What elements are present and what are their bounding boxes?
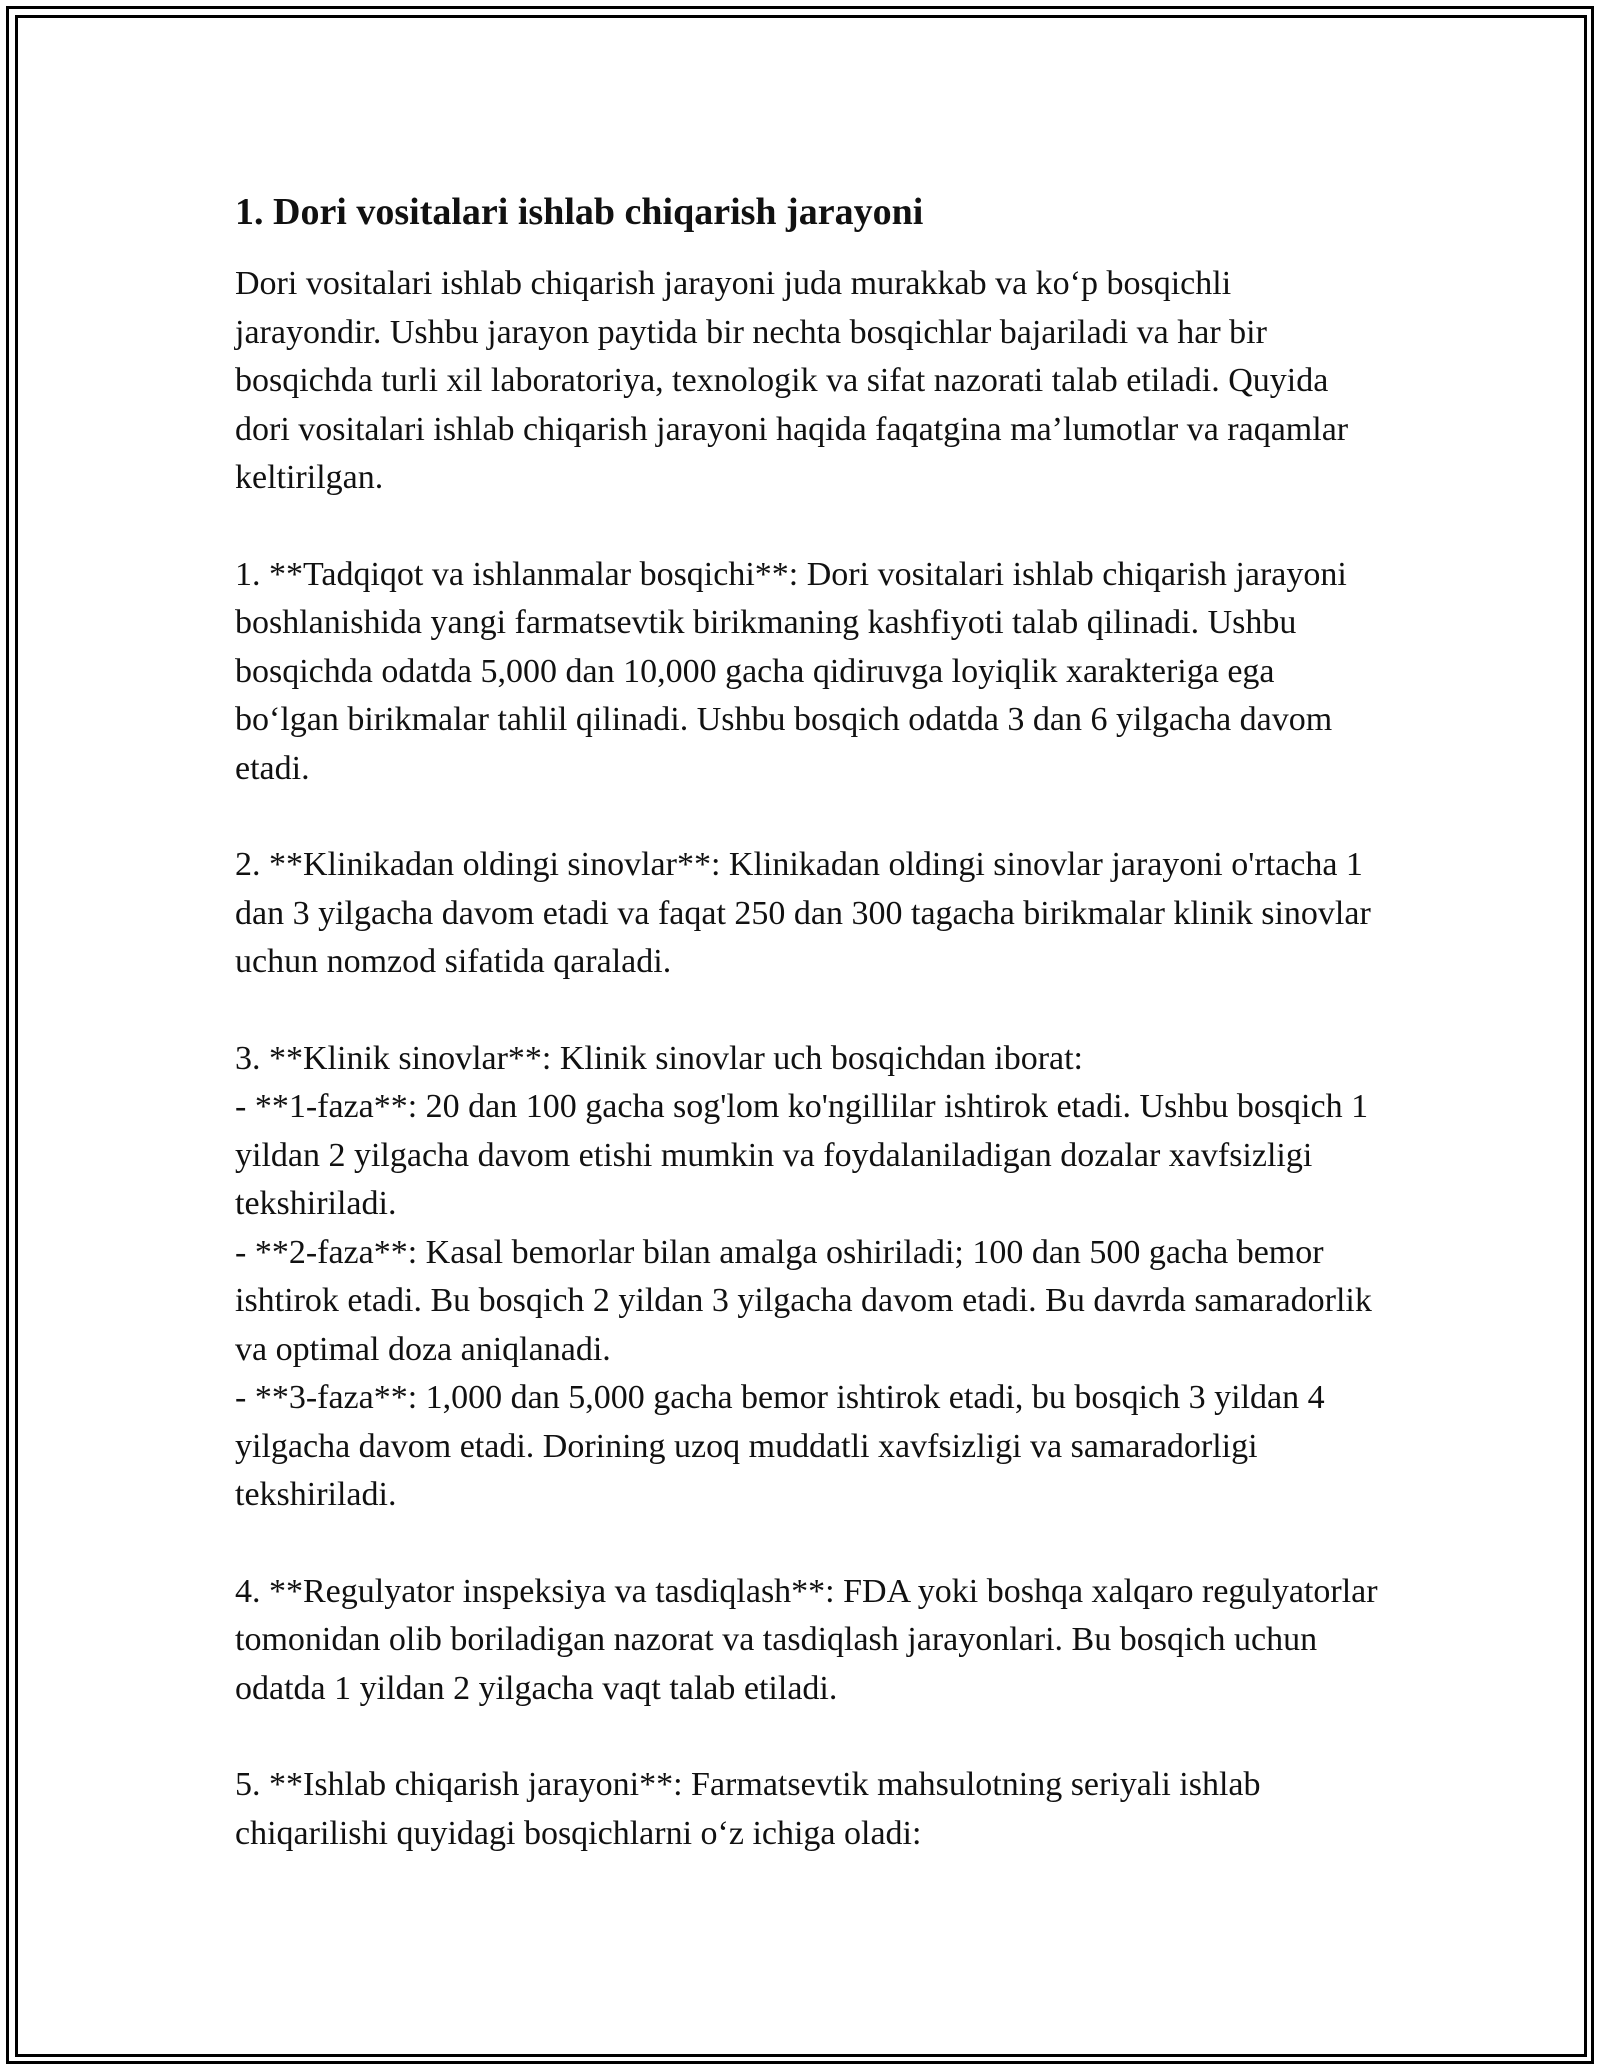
paragraph-manufacturing: 5. **Ishlab chiqarish jarayoni**: Farmatsevtik mahsulotning seriyali ishlab chiqarilishi quyidagi bosqichlarni o‘z ichiga oladi: — [235, 1766, 1261, 1852]
paragraph-preclinical-trials: 2. **Klinikadan oldingi sinovlar**: Klinikadan oldingi sinovlar jarayoni o'rtacha 1 dan 3 yilgacha davom etadi va faqat 250 dan 300 tagacha birikmalar klinik sinovlar uchun nomzod sifatida qaraladi. — [235, 846, 1371, 980]
paragraph-intro: Dori vositalari ishlab chiqarish jarayoni juda murakkab va ko‘p bosqichli jarayondir. Ushbu jarayon paytida bir nechta bosqichlar bajariladi va har bir bosqichda turli xil laboratoriya, texnologik va sifat nazorati talab etiladi. Quyida dori vositalari ishlab chiqarish jarayoni haqida faqatgina ma’lumotlar va raqamlar keltirilgan. — [235, 265, 1349, 496]
document-body — [235, 186, 1385, 1906]
paragraph-research-stage: 1. **Tadqiqot va ishlanmalar bosqichi**: Dori vositalari ishlab chiqarish jarayoni boshlanishida yangi farmatsevtik birikmaning kashfiyoti talab qilinadi. Ushbu bosqichda odatda 5,000 dan 10,000 gacha qidiruvga loyiqlik xarakteriga ega bo‘lgan birikmalar tahlil qilinadi. Ushbu bosqich odatda 3 dan 6 yilgacha davom etadi. — [235, 555, 1347, 787]
document-title: 1. Dori vositalari ishlab chiqarish jarayoni — [235, 191, 924, 233]
paragraph-regulatory-approval: 4. **Regulyator inspeksiya va tasdiqlash**: FDA yoki boshqa xalqaro regulyatorlar tomonidan olib boriladigan nazorat va tasdiqlash jarayonlari. Bu bosqich uchun odatda 1 yildan 2 yilgacha vaqt talab etiladi. — [235, 1572, 1378, 1707]
paragraph-clinical-trials: 3. **Klinik sinovlar**: Klinik sinovlar uch bosqichdan iborat: - **1-faza**: 20 dan 100 gacha sog'lom ko'ngillilar ishtirok etadi. Ushbu bosqich 1 yildan 2 yilgacha davom etishi mumkin va foydalaniladigan dozalar xavfsizligi tekshiriladi. - **2-faza**: Kasal bemorlar bilan amalga oshiriladi; 100 dan 500 gacha bemor ishtirok etadi. Bu bosqich 2 yildan 3 yilgacha davom etadi. Bu davrda samaradorlik va optimal doza aniqlanadi. - **3-faza**: 1,000 dan 5,000 gacha bemor ishtirok etadi, bu bosqich 3 yildan 4 yilgacha davom etadi. Dorining uzoq muddatli xavfsizligi va samaradorligi tekshiriladi. — [235, 1039, 1372, 1513]
